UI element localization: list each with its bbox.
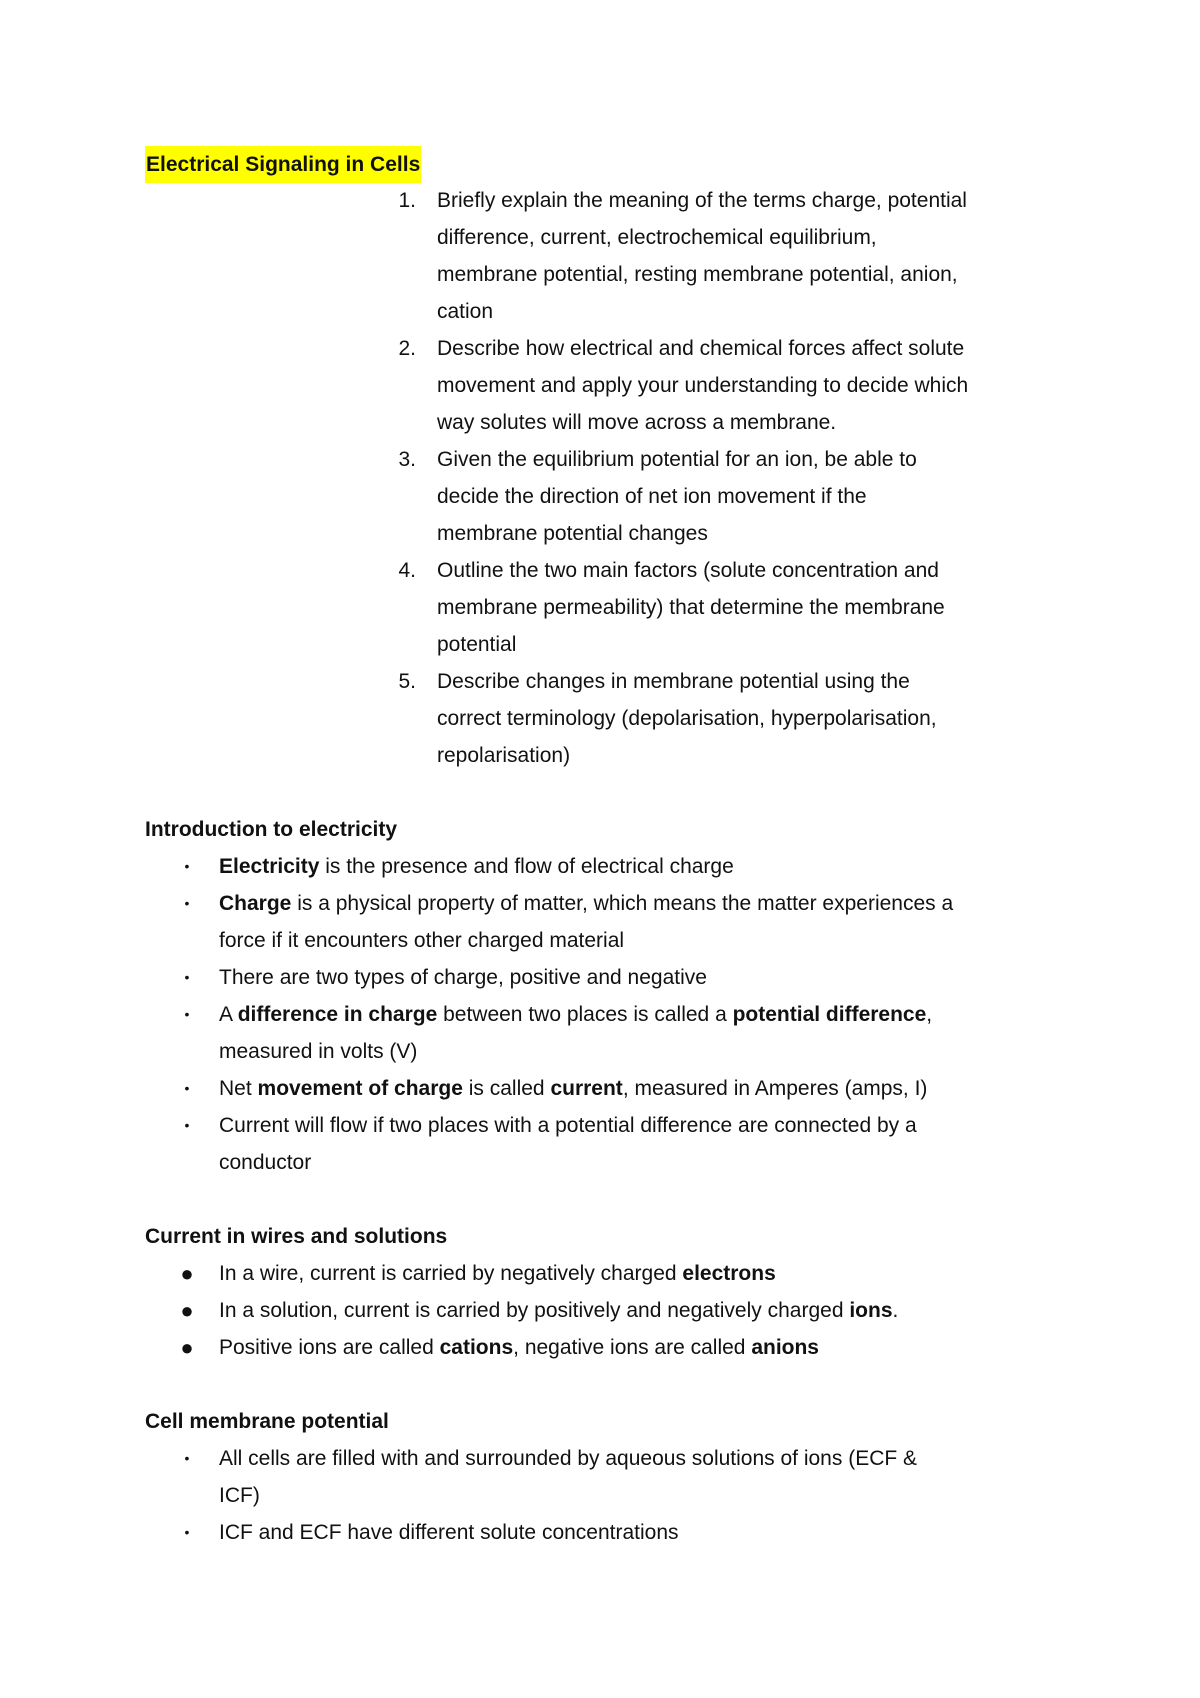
list-item: In a wire, current is carried by negatively charged electrons xyxy=(219,1262,776,1285)
bullet-icon: • xyxy=(184,858,190,874)
section-heading-membrane: Cell membrane potential xyxy=(145,1410,389,1433)
objective-line: potential xyxy=(437,633,517,656)
objective-line: Given the equilibrium potential for an ion, be able to xyxy=(437,448,917,471)
list-item: Current will flow if two places with a potential difference are connected by a xyxy=(219,1114,917,1137)
objective-line: difference, current, electrochemical equilibrium, xyxy=(437,226,877,249)
bullet-icon: ● xyxy=(180,1298,194,1323)
section-heading-wires: Current in wires and solutions xyxy=(145,1225,448,1248)
list-item-continuation: force if it encounters other charged material xyxy=(219,929,625,952)
list-item: ICF and ECF have different solute concentrations xyxy=(219,1521,679,1544)
list-item: Electricity is the presence and flow of electrical charge xyxy=(219,855,734,878)
objective-line: membrane potential, resting membrane potential, anion, xyxy=(437,263,958,286)
objective-line: Outline the two main factors (solute concentration and xyxy=(437,559,939,582)
list-item: Positive ions are called cations, negative ions are called anions xyxy=(219,1336,819,1359)
bullet-icon: • xyxy=(184,1524,190,1540)
list-item: In a solution, current is carried by positively and negatively charged ions. xyxy=(219,1299,899,1322)
objective-line: repolarisation) xyxy=(437,744,571,767)
objective-number: 1. xyxy=(398,189,416,212)
list-item-continuation: ICF) xyxy=(219,1484,260,1507)
list-item-continuation: measured in volts (V) xyxy=(219,1040,418,1063)
list-item: All cells are filled with and surrounded by aqueous solutions of ions (ECF & xyxy=(219,1447,918,1470)
objective-line: membrane permeability) that determine the membrane xyxy=(437,596,945,619)
bullet-icon: • xyxy=(184,895,190,911)
objective-line: membrane potential changes xyxy=(437,522,708,545)
objective-line: movement and apply your understanding to decide which xyxy=(437,374,969,397)
bullet-icon: • xyxy=(184,1450,190,1466)
list-item: There are two types of charge, positive and negative xyxy=(219,966,707,989)
objective-number: 3. xyxy=(398,448,416,471)
list-item: Charge is a physical property of matter, which means the matter experiences a xyxy=(219,892,954,915)
objective-number: 5. xyxy=(398,670,416,693)
objective-line: correct terminology (depolarisation, hyperpolarisation, xyxy=(437,707,937,730)
list-item: A difference in charge between two places is called a potential difference, xyxy=(219,1003,933,1026)
bullet-icon: • xyxy=(184,969,190,985)
list-item: Net movement of charge is called current, measured in Amperes (amps, I) xyxy=(219,1077,928,1100)
bullet-icon: • xyxy=(184,1006,190,1022)
bullet-icon: ● xyxy=(180,1261,194,1286)
objective-line: Describe changes in membrane potential using the xyxy=(437,670,910,693)
objective-line: Describe how electrical and chemical forces affect solute xyxy=(437,337,965,360)
objective-number: 2. xyxy=(398,337,416,360)
bullet-icon: • xyxy=(184,1080,190,1096)
objective-line: decide the direction of net ion movement if the xyxy=(437,485,867,508)
page-title: Electrical Signaling in Cells xyxy=(145,146,421,183)
objective-line: cation xyxy=(437,300,494,323)
bullet-icon: ● xyxy=(180,1335,194,1360)
objective-line: Briefly explain the meaning of the terms charge, potential xyxy=(437,189,967,212)
objective-line: way solutes will move across a membrane. xyxy=(437,411,837,434)
section-heading-intro: Introduction to electricity xyxy=(145,818,398,841)
bullet-icon: • xyxy=(184,1117,190,1133)
objective-number: 4. xyxy=(398,559,416,582)
list-item-continuation: conductor xyxy=(219,1151,312,1174)
